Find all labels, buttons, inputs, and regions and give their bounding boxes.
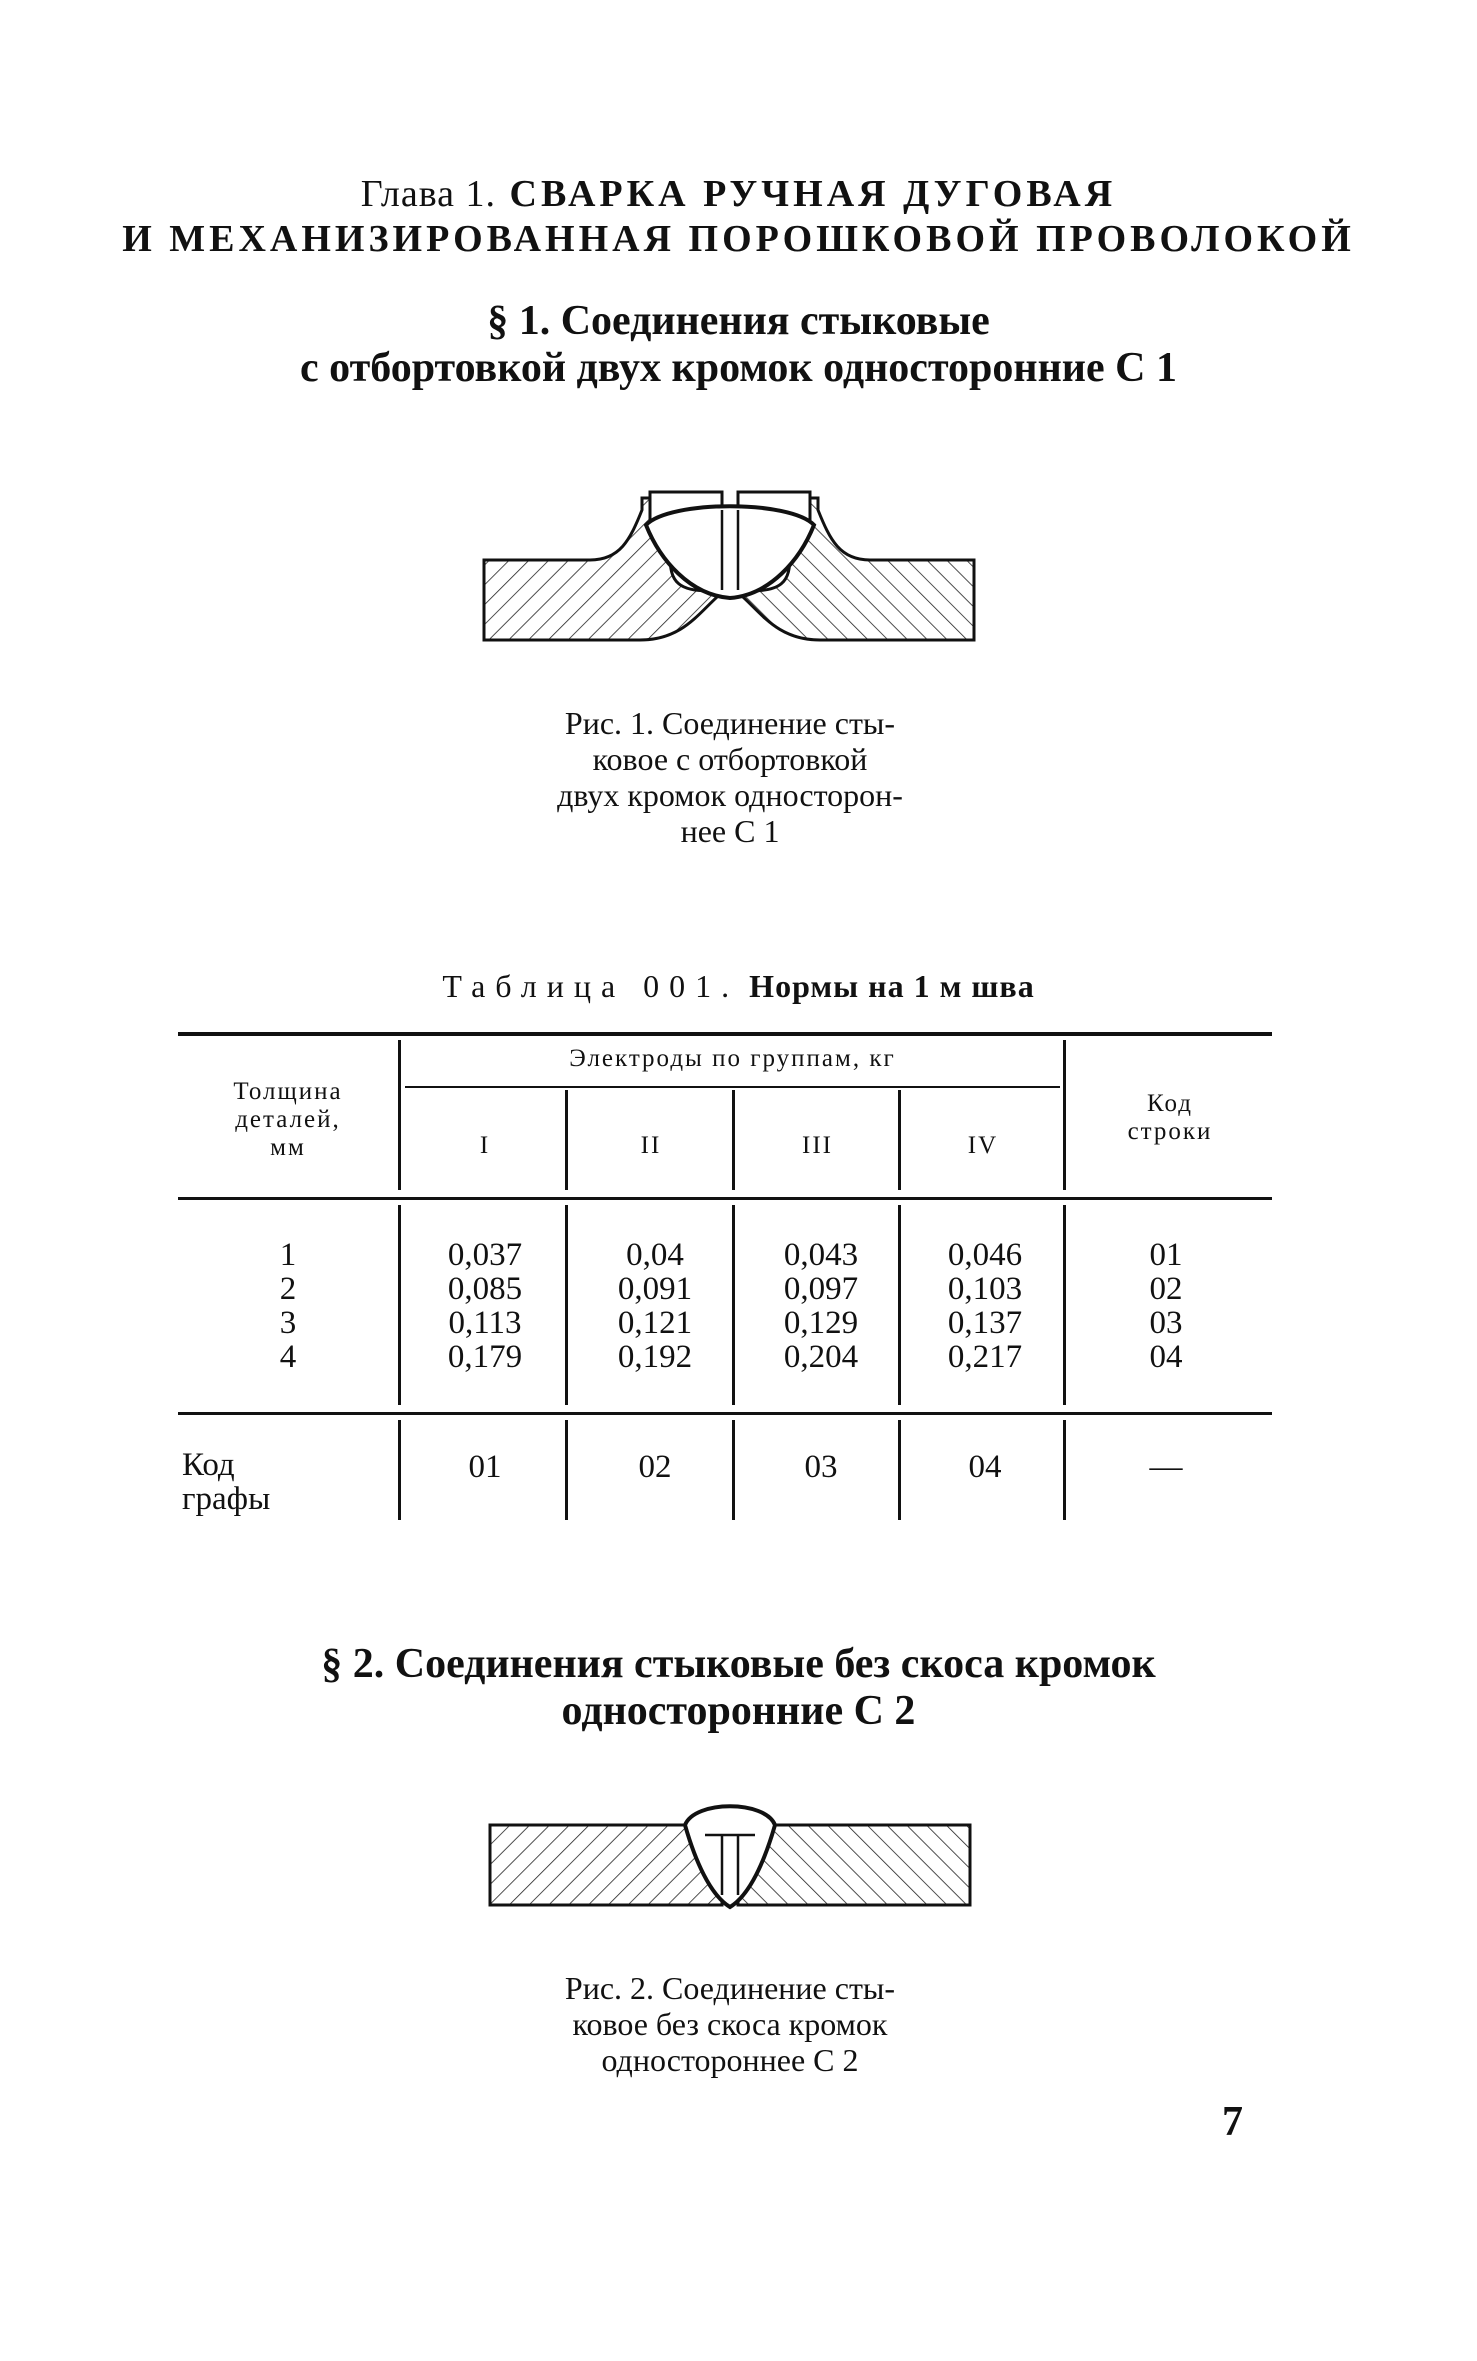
chapter-title-line1 xyxy=(0,170,1477,218)
figure1-caption-line: двух кромок односторон- xyxy=(557,777,903,813)
table-body xyxy=(178,1238,1272,1374)
section2-heading-line2: односторонние С 2 xyxy=(561,1688,916,1734)
electrodes-header: Электроды по группам, кг xyxy=(569,1045,896,1072)
value-cell: 0,113 xyxy=(448,1305,522,1341)
value-cell: 0,137 xyxy=(947,1305,1023,1341)
group-header-4: IV xyxy=(967,1132,999,1159)
header-line: строки xyxy=(1127,1118,1213,1145)
group-header-1: I xyxy=(479,1132,491,1159)
footer-code-cell: 01 xyxy=(468,1449,502,1485)
footer-code-cell: 02 xyxy=(638,1449,672,1485)
footer-dash-cell: — xyxy=(1149,1449,1183,1485)
table-row xyxy=(178,1306,1272,1340)
figure2-weld-diagram xyxy=(480,1795,980,1920)
table-row xyxy=(178,1340,1272,1374)
value-cell: 0,192 xyxy=(617,1339,693,1375)
header-line: мм xyxy=(270,1134,306,1161)
figure2-caption xyxy=(520,1970,940,2078)
header-line: Толщина xyxy=(233,1078,343,1105)
chapter-title-line2: И МЕХАНИЗИРОВАННАЯ ПОРОШКОВОЙ ПРОВОЛОКОЙ xyxy=(122,218,1355,260)
table-caption: Нормы на 1 м шва xyxy=(749,968,1035,1004)
code-cell: 03 xyxy=(1149,1305,1183,1341)
value-cell: 0,103 xyxy=(947,1271,1023,1307)
thickness-cell: 3 xyxy=(279,1305,297,1341)
chapter-title-text: СВАРКА РУЧНАЯ ДУГОВАЯ xyxy=(509,173,1117,215)
figure2-caption-line: Рис. 2. Соединение сты- xyxy=(564,1970,896,2006)
group-header-3: III xyxy=(802,1132,833,1159)
figure1-caption-line: нее С 1 xyxy=(680,813,780,849)
table-header-subrule xyxy=(405,1086,1060,1088)
table-vrule xyxy=(565,1090,568,1190)
table-vrule xyxy=(398,1040,401,1190)
table-header-rule xyxy=(178,1197,1272,1200)
table-body-rule xyxy=(178,1412,1272,1415)
figure1-caption-line: ковое с отбортовкой xyxy=(592,741,868,777)
thickness-cell: 2 xyxy=(279,1271,297,1307)
value-cell: 0,129 xyxy=(783,1305,859,1341)
value-cell: 0,121 xyxy=(617,1305,693,1341)
table-row xyxy=(178,1238,1272,1272)
table-vrule xyxy=(898,1090,901,1190)
value-cell: 0,043 xyxy=(783,1237,859,1273)
table-row xyxy=(178,1272,1272,1306)
header-line: деталей, xyxy=(235,1106,341,1133)
thickness-cell: 4 xyxy=(279,1339,297,1375)
footer-code-cell: 04 xyxy=(968,1449,1002,1485)
figure1-caption-line: Рис. 1. Соединение сты- xyxy=(564,705,896,741)
figure2-caption-line: одностороннее С 2 xyxy=(601,2042,859,2078)
code-cell: 04 xyxy=(1149,1339,1183,1375)
table-top-rule xyxy=(178,1032,1272,1036)
section1-heading-line1: § 1. Соединения стыковые xyxy=(487,298,990,344)
figure2-caption-line: ковое без скоса кромок xyxy=(572,2006,888,2042)
page-number: 7 xyxy=(1222,2099,1243,2145)
footer-label-line: Код xyxy=(182,1447,235,1483)
value-cell: 0,046 xyxy=(947,1237,1023,1273)
footer-code-cell: 03 xyxy=(804,1449,838,1485)
footer-label-line: графы xyxy=(182,1481,271,1517)
value-cell: 0,04 xyxy=(626,1237,684,1273)
thickness-header xyxy=(178,1078,398,1162)
thickness-cell: 1 xyxy=(279,1237,297,1273)
table-title xyxy=(0,968,1477,1005)
table-vrule xyxy=(732,1090,735,1190)
section2-heading-line1: § 2. Соединения стыковые без скоса кромок xyxy=(321,1641,1156,1687)
value-cell: 0,179 xyxy=(447,1339,523,1375)
value-cell: 0,091 xyxy=(617,1271,693,1307)
code-header xyxy=(1068,1090,1272,1146)
value-cell: 0,204 xyxy=(783,1339,859,1375)
section1-heading-line2: с отбортовкой двух кромок односторонние С 1 xyxy=(300,345,1177,391)
value-cell: 0,097 xyxy=(783,1271,859,1307)
value-cell: 0,085 xyxy=(447,1271,523,1307)
figure1-caption xyxy=(520,705,940,849)
table-vrule xyxy=(1063,1040,1066,1190)
table-number: Таблица 001. xyxy=(442,968,740,1004)
chapter-label: Глава 1. xyxy=(360,173,497,215)
header-line: Код xyxy=(1147,1090,1193,1117)
code-cell: 02 xyxy=(1149,1271,1183,1307)
code-cell: 01 xyxy=(1149,1237,1183,1273)
value-cell: 0,217 xyxy=(947,1339,1023,1375)
group-header-2: II xyxy=(640,1132,662,1159)
footer-label xyxy=(182,1448,270,1516)
figure1-weld-diagram xyxy=(470,480,990,650)
value-cell: 0,037 xyxy=(447,1237,523,1273)
